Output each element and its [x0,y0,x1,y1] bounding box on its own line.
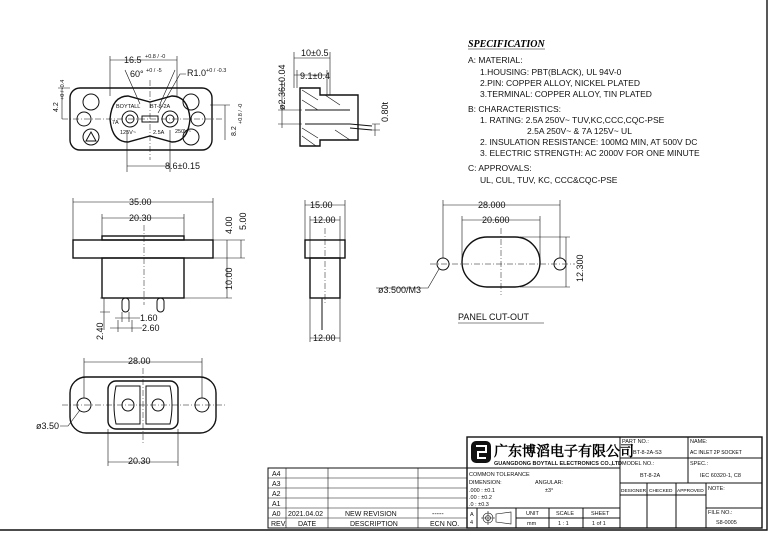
svg-text:SCALE: SCALE [556,511,575,517]
svg-text:R1.0: R1.0 [187,68,207,78]
svg-text:1 of 1: 1 of 1 [592,521,606,527]
side-section-view [277,48,390,146]
revision-rev: A4 [272,471,281,478]
company-name-en: GUANGDONG BOYTALL ELECTRONICS CO.,LTD [494,461,623,467]
svg-text:1.HOUSING: PBT(BLACK), UL 94: 1.HOUSING: PBT(BLACK), UL 94V-0 [480,67,622,77]
svg-text:ANGULAR:: ANGULAR: [535,480,564,486]
revision-rev: A2 [272,491,281,498]
svg-text:BT-8-2A: BT-8-2A [640,473,661,479]
projection-symbol-icon [481,511,511,525]
svg-text:15.00: 15.00 [310,200,333,210]
svg-text:250V~: 250V~ [175,129,192,135]
revision-rev: A3 [272,481,281,488]
svg-text:3. ELECTRIC STRENGTH: AC 2000: 3. ELECTRIC STRENGTH: AC 2000V FOR ONE MINUTE [480,148,700,158]
svg-text:mm: mm [527,521,537,527]
svg-text:125V~: 125V~ [120,130,137,136]
svg-text:12.300: 12.300 [575,254,585,282]
specification-block [468,39,700,185]
svg-text:NOTE:: NOTE: [708,486,725,492]
svg-text:ø3.50: ø3.50 [36,421,60,431]
svg-text:NAME:: NAME: [690,439,708,445]
svg-text:20.600: 20.600 [482,215,510,225]
svg-text:+0.8 / -0: +0.8 / -0 [145,54,166,60]
svg-text:PART NO.:: PART NO.: [622,439,649,445]
svg-text:2.5A: 2.5A [153,130,165,136]
top-view [53,54,244,172]
revision-ecn: ----- [432,511,444,518]
svg-text:A: A [470,512,474,518]
svg-text:2.PIN: COPPER ALLOY, NICKEL P: 2.PIN: COPPER ALLOY, NICKEL PLATED [480,78,640,88]
svg-text:UNIT: UNIT [526,511,539,517]
svg-text:A: MATERIAL:: A: MATERIAL: [468,55,523,65]
svg-text:12.00: 12.00 [313,215,336,225]
svg-text:DESCRIPTION: DESCRIPTION [350,521,398,528]
svg-text:UL, CUL, TUV, KC, CCC&CQC-PSE: UL, CUL, TUV, KC, CCC&CQC-PSE [480,175,618,185]
svg-text:BT-8-2A: BT-8-2A [150,104,171,110]
svg-text:DATE: DATE [298,521,317,528]
revision-table [268,468,467,528]
title-block [268,437,762,528]
svg-text:8.2: 8.2 [231,126,238,136]
ul-mark-icon [83,94,99,110]
svg-text:4: 4 [470,520,474,526]
svg-text:REV.: REV. [271,521,287,528]
svg-text:2.40: 2.40 [95,322,105,340]
revision-rev: A1 [272,501,281,508]
svg-text:CHECKED: CHECKED [649,489,673,494]
revision-rev: A0 [272,511,281,518]
svg-text:SPEC.:: SPEC.: [690,461,709,467]
svg-text:2. INSULATION RESISTANCE: 100: 2. INSULATION RESISTANCE: 100MΩ MIN, AT 500V DC [480,137,698,147]
svg-text:9.1±0.4: 9.1±0.4 [300,71,330,81]
svg-text:3.TERMINAL: COPPER ALLOY, TIN: 3.TERMINAL: COPPER ALLOY, TIN PLATED [480,89,652,99]
svg-text:S8-0005: S8-0005 [716,520,737,526]
svg-text:12.00: 12.00 [313,333,336,343]
svg-text:.00 : ±0.2: .00 : ±0.2 [469,495,492,501]
svg-text:BOYTALL: BOYTALL [116,104,141,110]
svg-text:4.2: 4.2 [53,102,60,112]
svg-text:SPECIFICATION: SPECIFICATION [468,39,545,50]
svg-text:APPROVED: APPROVED [677,489,704,494]
company-logo [471,441,491,463]
svg-text:+0 / -0.4: +0 / -0.4 [60,79,66,100]
svg-text:10±0.5: 10±0.5 [301,48,329,58]
svg-text:5.00: 5.00 [238,212,248,230]
svg-text:AC INLET 2P SOCKET: AC INLET 2P SOCKET [690,450,742,456]
svg-text:DIMENSION:: DIMENSION: [469,480,502,486]
svg-text:±3°: ±3° [545,488,554,494]
svg-text:4.00: 4.00 [224,216,234,234]
svg-text:28.00: 28.00 [128,356,151,366]
svg-text:0.80t: 0.80t [380,101,390,122]
svg-text:DESIGNER: DESIGNER [621,489,647,494]
svg-text:20.30: 20.30 [128,456,151,466]
svg-text:PANEL CUT-OUT: PANEL CUT-OUT [458,312,530,322]
svg-text:MODEL NO.:: MODEL NO.: [622,461,655,467]
svg-text:SHEET: SHEET [591,511,610,517]
revision-desc: NEW REVISION [345,511,397,518]
svg-text:1. RATING: 2.5A 250V~ TUV,KC: 1. RATING: 2.5A 250V~ TUV,KC,CCC,CQC-PSE [480,115,665,125]
body [102,258,184,298]
company-name-cn: 广东博滔电子有限公司 [494,443,634,459]
svg-text:C: APPROVALS:: C: APPROVALS: [468,163,532,173]
svg-text:1.60: 1.60 [140,313,158,323]
svg-text:ECN NO.: ECN NO. [430,521,460,528]
svg-text:2.5A 250V~ & 7A 125V~ UL: 2.5A 250V~ & 7A 125V~ UL [527,126,632,136]
terminal [157,298,164,312]
svg-text:BT-8-2A-S3: BT-8-2A-S3 [633,450,662,456]
svg-text:ø2.36±0.04: ø2.36±0.04 [277,64,287,110]
front-view [73,197,248,340]
svg-text:7A: 7A [112,120,119,126]
panel-cutout [376,200,585,323]
flange [73,240,213,258]
svg-text:+0.8 / -0: +0.8 / -0 [238,103,244,124]
svg-text:FILE NO.:: FILE NO.: [708,510,733,516]
bottom-view [36,356,225,466]
svg-text:ø3.500/M3: ø3.500/M3 [378,285,422,295]
svg-text:10.00: 10.00 [224,267,234,290]
svg-text:1 : 1: 1 : 1 [558,521,569,527]
svg-text:35.00: 35.00 [129,197,152,207]
svg-text:COMMON TOLERANCE: COMMON TOLERANCE [469,472,530,478]
svg-text:8.6±0.15: 8.6±0.15 [165,161,200,171]
svg-text:60°: 60° [130,69,144,79]
terminal [122,298,129,312]
svg-text:20.30: 20.30 [129,213,152,223]
housing-section [300,88,358,146]
svg-text:16.5: 16.5 [124,55,142,65]
side-view [305,200,345,343]
svg-text:28.000: 28.000 [478,200,506,210]
revision-date: 2021.04.02 [288,511,324,518]
svg-text:+0 / -5: +0 / -5 [146,68,162,74]
svg-text:+0 / -0.3: +0 / -0.3 [206,68,227,74]
svg-text:IEC 60320-1, C8: IEC 60320-1, C8 [700,473,741,479]
svg-text:2.60: 2.60 [142,323,160,333]
svg-text:B: CHARACTERISTICS:: B: CHARACTERISTICS: [468,104,562,114]
svg-text:.000 : ±0.1: .000 : ±0.1 [469,488,495,494]
svg-text:.0 : ±0.3: .0 : ±0.3 [469,502,489,508]
